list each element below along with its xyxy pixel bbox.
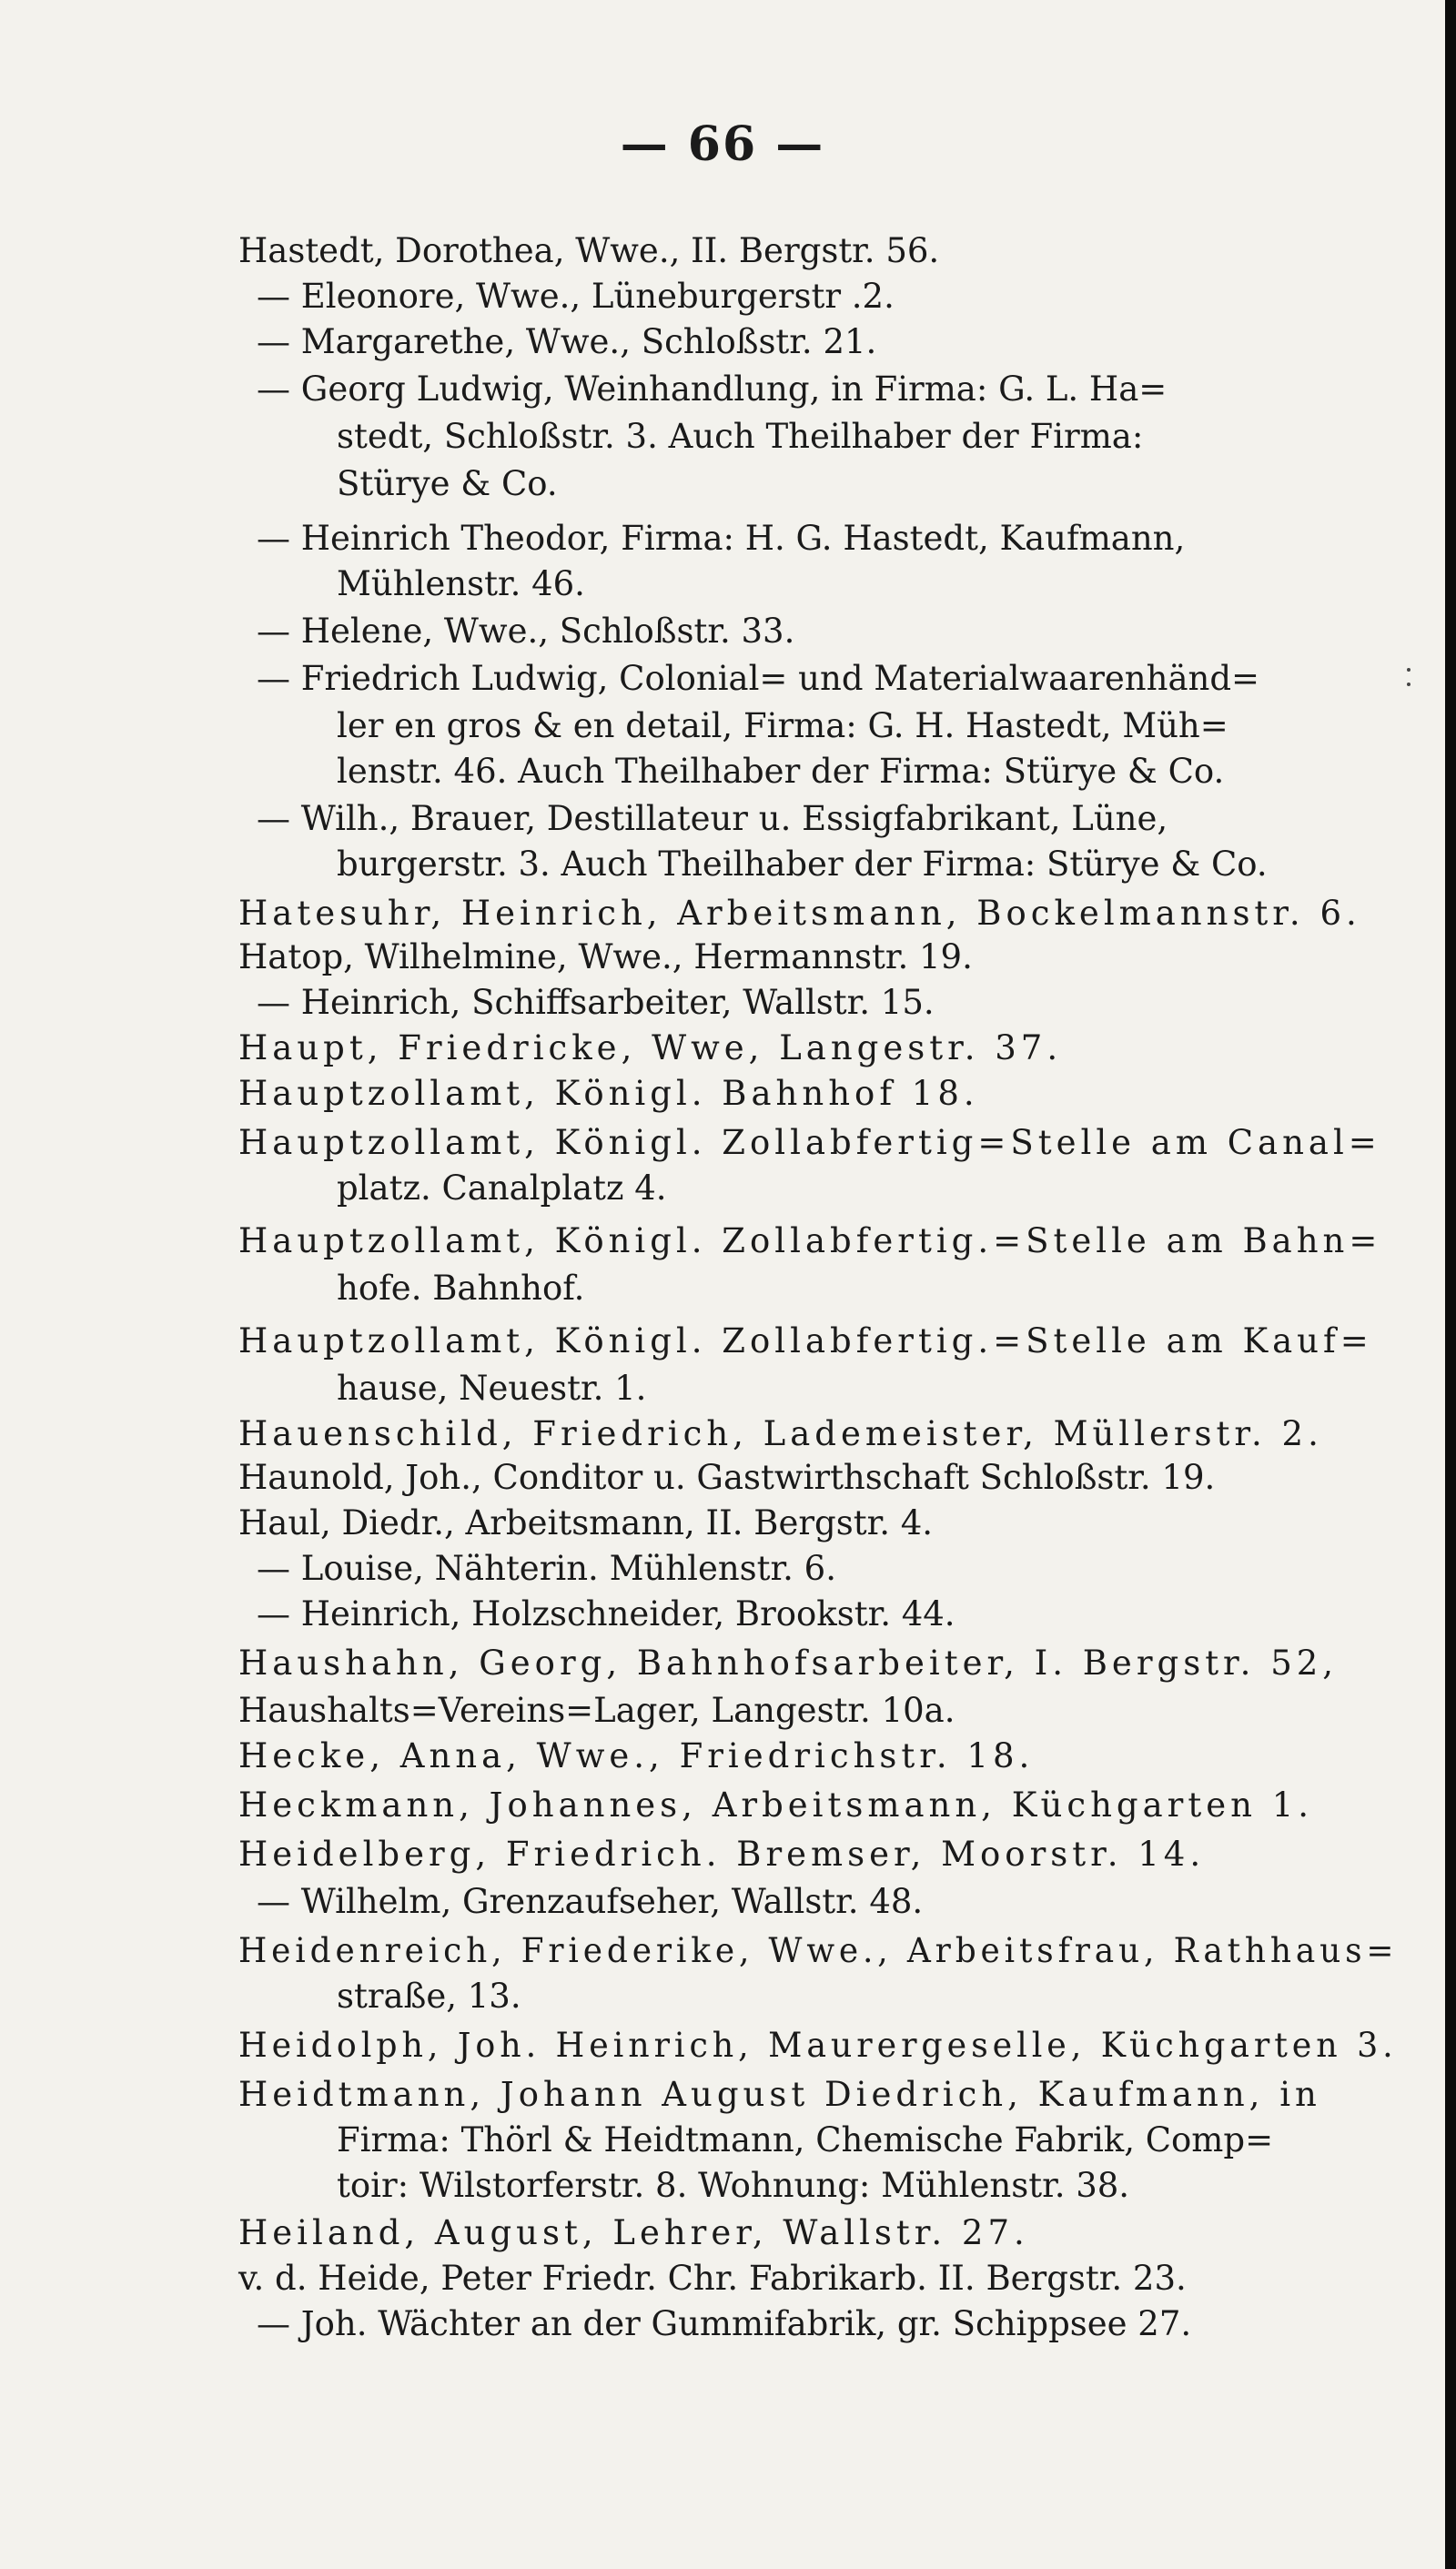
entry-line: platz. Canalplatz 4. bbox=[337, 1168, 667, 1208]
entry-line: Haushalts=Vereins=Lager, Langestr. 10a. bbox=[238, 1691, 956, 1730]
entry-line: Hatesuhr, Heinrich, Arbeitsmann, Bockelmannstr. 6. bbox=[238, 894, 1361, 933]
entry-line: — Joh. Wächter an der Gummifabrik, gr. Schippsee 27. bbox=[257, 2304, 1192, 2343]
entry-line: stedt, Schloßstr. 3. Auch Theilhaber der Firma: bbox=[337, 417, 1144, 456]
entry-line: straße, 13. bbox=[337, 1977, 521, 2016]
entry-line: Hauptzollamt, Königl. Zollabfertig.=Stelle am Bahn= bbox=[238, 1221, 1382, 1260]
entry-line: — Margarethe, Wwe., Schloßstr. 21. bbox=[257, 322, 877, 361]
entry-line: Haunold, Joh., Conditor u. Gastwirthschaft Schloßstr. 19. bbox=[238, 1458, 1216, 1497]
entry-line: ler en gros & en detail, Firma: G. H. Hastedt, Müh= bbox=[337, 706, 1228, 745]
entry-line: Firma: Thörl & Heidtmann, Chemische Fabrik, Comp= bbox=[337, 2120, 1274, 2159]
entry-line: Hauptzollamt, Königl. Zollabfertig.=Stelle am Kauf= bbox=[238, 1321, 1373, 1360]
entry-line: Hastedt, Dorothea, Wwe., II. Bergstr. 56. bbox=[238, 231, 940, 270]
entry-line: — Friedrich Ludwig, Colonial= und Materialwaarenhänd= bbox=[257, 659, 1260, 698]
entry-line: Heidtmann, Johann August Diedrich, Kaufmann, in bbox=[238, 2075, 1321, 2114]
entry-line: — Heinrich Theodor, Firma: H. G. Hastedt, Kaufmann, bbox=[257, 519, 1186, 558]
entry-line: — Wilh., Brauer, Destillateur u. Essigfabrikant, Lüne, bbox=[257, 799, 1168, 838]
entry-line: Heidenreich, Friederike, Wwe., Arbeitsfrau, Rathhaus= bbox=[238, 1931, 1399, 1970]
entry-line: hause, Neuestr. 1. bbox=[337, 1369, 647, 1408]
entry-line: Haushahn, Georg, Bahnhofsarbeiter, I. Bergstr. 52, bbox=[238, 1644, 1339, 1683]
entry-line: — Heinrich, Schiffsarbeiter, Wallstr. 15. bbox=[257, 983, 935, 1022]
entry-line: Hauenschild, Friedrich, Lademeister, Müllerstr. 2. bbox=[238, 1414, 1323, 1453]
entry-line: Hatop, Wilhelmine, Wwe., Hermannstr. 19. bbox=[238, 937, 973, 976]
entry-line: — Helene, Wwe., Schloßstr. 33. bbox=[257, 612, 795, 651]
entry-line: Hauptzollamt, Königl. Bahnhof 18. bbox=[238, 1074, 979, 1113]
entry-line: — Eleonore, Wwe., Lüneburgerstr .2. bbox=[257, 277, 895, 316]
entry-line: toir: Wilstorferstr. 8. Wohnung: Mühlenstr. 38. bbox=[337, 2166, 1130, 2205]
page-number: — 66 — bbox=[620, 116, 825, 172]
entry-line: Hauptzollamt, Königl. Zollabfertig=Stelle am Canal= bbox=[238, 1123, 1381, 1162]
entry-line: Haul, Diedr., Arbeitsmann, II. Bergstr. 4. bbox=[238, 1503, 934, 1542]
entry-line: v. d. Heide, Peter Friedr. Chr. Fabrikarb. II. Bergstr. 23. bbox=[238, 2259, 1187, 2298]
entry-line: — Georg Ludwig, Weinhandlung, in Firma: G. L. Ha= bbox=[257, 369, 1168, 409]
entry-line: Heckmann, Johannes, Arbeitsmann, Küchgarten 1. bbox=[238, 1785, 1313, 1825]
entry-line: Heiland, August, Lehrer, Wallstr. 27. bbox=[238, 2213, 1029, 2252]
entry-line: Heidolph, Joh. Heinrich, Maurergeselle, Küchgarten 3. bbox=[238, 2026, 1398, 2065]
scan-edge bbox=[1445, 0, 1456, 2569]
entry-line: — Louise, Nähterin. Mühlenstr. 6. bbox=[257, 1549, 836, 1588]
entry-line: hofe. Bahnhof. bbox=[337, 1269, 585, 1308]
entry-line: Mühlenstr. 46. bbox=[337, 564, 585, 603]
entry-line: Stürye & Co. bbox=[337, 464, 558, 503]
print-speck bbox=[1407, 683, 1410, 686]
entry-line: — Heinrich, Holzschneider, Brookstr. 44. bbox=[257, 1594, 956, 1633]
entry-line: Hecke, Anna, Wwe., Friedrichstr. 18. bbox=[238, 1736, 1035, 1775]
print-speck bbox=[1407, 668, 1410, 672]
entry-line: burgerstr. 3. Auch Theilhaber der Firma: Stürye & Co. bbox=[337, 845, 1268, 884]
entry-line: — Wilhelm, Grenzaufseher, Wallstr. 48. bbox=[257, 1882, 924, 1921]
entry-line: lenstr. 46. Auch Theilhaber der Firma: Stürye & Co. bbox=[337, 752, 1225, 791]
entry-line: Haupt, Friedricke, Wwe, Langestr. 37. bbox=[238, 1028, 1063, 1067]
entry-line: Heidelberg, Friedrich. Bremser, Moorstr. 14. bbox=[238, 1835, 1206, 1874]
